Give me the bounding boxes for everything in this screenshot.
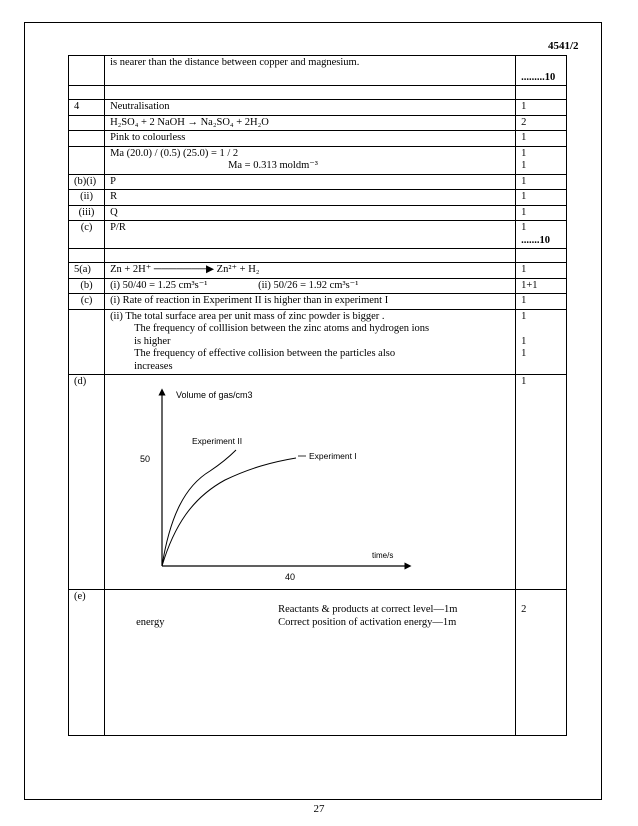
mark: 2 [516,115,567,131]
table-row [69,278,567,294]
mark: 1 [516,131,567,147]
answer-text: The frequency of effective collision between the particles also [134,348,396,359]
total-mark: .........10 [516,56,567,86]
question-number: (b) [69,278,105,294]
answer-text: R [105,190,516,206]
mark: 2 [516,590,567,736]
answer-text: Pink to colourless [105,131,516,147]
series-line-experiment-ii [162,450,236,566]
table-row [69,205,567,221]
answer-text: Neutralisation [105,100,516,116]
paper-code: 4541/2 [548,40,579,52]
mark: 1 [521,310,527,322]
y-axis-label: Volume of gas/cm3 [176,390,253,400]
answer-text: Q [105,205,516,221]
answer-text: Ma = 0.313 moldm⁻³ [228,160,318,171]
x-tick-label: 40 [285,572,296,582]
question-number: 5(a) [69,263,105,279]
answer-text: energy [136,616,165,628]
question-number: 4 [69,100,105,116]
mark: 1 [516,190,567,206]
total-mark: .......10 [521,234,550,246]
mark: 1 [516,100,567,116]
table-row [69,590,567,736]
answer-text: P [105,174,516,190]
answer-text: Zn + 2H⁺ ───────▶ Zn²⁺ + H₂ [105,263,516,279]
answer-text: H₂SO₄ + 2 NaOH → Na₂SO₄ + 2H₂O [105,115,516,131]
answer-text: Correct position of activation energy—1m [278,616,457,628]
question-number: (b)(i) [69,174,105,190]
table-row [69,375,567,590]
answer-text: Reactants & products at correct level—1m [278,604,458,615]
graph-cell [105,375,516,590]
mark: 1 [521,147,527,159]
question-number: (ii) [69,190,105,206]
mark: 1 [521,222,527,233]
series-label-experiment-ii: Experiment II [192,436,243,446]
answer-text: P/R [105,221,516,249]
table-row [69,309,567,375]
answer-text: Ma (20.0) / (0.5) (25.0) = 1 / 2 [110,147,239,159]
volume-time-graph [110,376,510,586]
table-row [69,131,567,147]
table-row [69,56,567,86]
question-number: (d) [69,375,105,590]
table-row [69,190,567,206]
table-row [69,221,567,249]
mark: 1 [521,348,527,359]
spacer-row [69,249,567,263]
question-number: (c) [69,221,105,249]
series-label-experiment-i: Experiment I [309,451,357,461]
mark: 1 [521,160,527,171]
question-number: (iii) [69,205,105,221]
question-number: (c) [69,294,105,310]
question-number: (e) [69,590,105,736]
x-axis-label: time/s [372,551,394,560]
answer-text: (ii) The total surface area per unit mass of zinc powder is bigger . [110,310,385,322]
marking-scheme-table [68,55,567,736]
table-row [69,100,567,116]
answer-text: (ii) 50/26 = 1.92 cm³s⁻¹ [258,279,359,291]
table-row [69,294,567,310]
mark: 1+1 [516,278,567,294]
answer-text: increases [134,360,173,372]
y-tick-label: 50 [140,454,151,464]
answer-text: (i) 50/40 = 1.25 cm³s⁻¹ [110,279,208,291]
table-row [69,263,567,279]
mark: 1 [516,174,567,190]
answer-text: is nearer than the distance between copper and magnesium. [105,56,516,86]
table-row [69,146,567,174]
series-line-experiment-i [162,458,296,566]
mark: 1 [516,205,567,221]
page-number: 27 [313,803,325,815]
spacer-row [69,86,567,100]
mark: 1 [516,294,567,310]
answer-text: is higher [134,335,171,347]
mark: 1 [521,335,527,347]
answer-text: (i) Rate of reaction in Experiment II is higher than in experiment I [105,294,516,310]
mark: 1 [516,263,567,279]
mark: 1 [516,375,567,590]
table-row [69,115,567,131]
answer-text: The frequency of colllision between the zinc atoms and hydrogen ions [134,323,430,334]
table-row [69,174,567,190]
